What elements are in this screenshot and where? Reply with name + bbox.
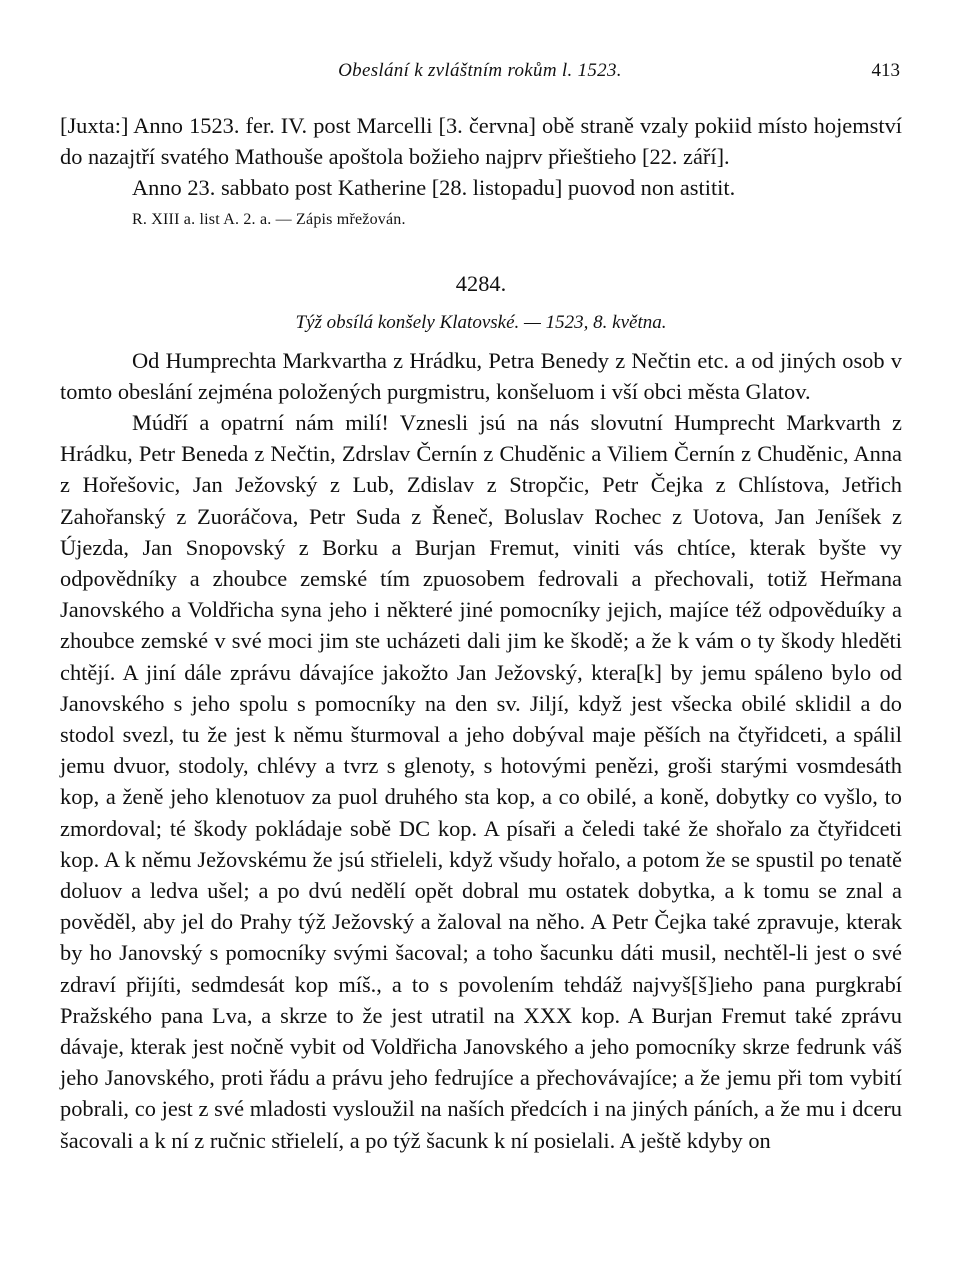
page-number: 413 [871,60,900,81]
running-title: Obeslání k zvláštním rokům l. 1523. [338,60,622,81]
document-title: Týž obsílá konšely Klatovské. — 1523, 8. května. [295,311,667,333]
document-number: 4284. [455,270,507,296]
previous-entry-note: Anno 23. sabbato post Katherine [28. listopadu] puovod non astitit. [132,175,736,201]
page-body [60,110,902,1156]
document-intro: Od Humprechta Markvartha z Hrádku, Petra Benedy z Nečtin etc. a od jiných osob v tomto obeslání zejména položených purgmistru, konšeluom i vší obci města Glatov. [60,347,902,404]
previous-entry-paragraph: [Juxta:] Anno 1523. fer. IV. post Marcelli [3. června] obě straně vzaly pokiid místo hojemství do nazajtří svatého Mathouše apoštola božieho najprv přieštieho [22. září]. [60,113,902,170]
document-body: Múdří a opatrní nám milí! Vznesli jsú na nás slovutní Humprecht Markvarth z Hrádku, Petr Beneda z Nečtin, Zdrslav Černín z Chuděnic a Viliem Černín z Chuděnic, Anna z Hořešovic, Jan Ježovský z Lub, Zdislav z Stropčic, Petr Čejka z Chlístova, Jetřich Zahořanský z Zuoráčova, Petr Suda z Řeneč, Boluslav Rochec z Uotova, Jan Jeníšek z Újezda, Jan Snopovský z Borku a Burjan Fremut, viniti vás chtíce, kterak byšte vy odpovědníky a zhoubce zemské tím zpuosobem fedrovali a přechovali, totiž Heřmana Janovského a Voldřicha syna jeho i některé jiné pomocníky jejich, majíce též odpověduíky a zhoubce zemské v své moci jim ste ucházeti dali jim ke škodě; a že k vám o ty škody hleděti chtějí. A jiní dále zprávu dávajíce jakožto Jan Ježovský, ktera[k] by jemu spáleno bylo od Janovského s jeho spolu s pomocníky na den sv. Jiljí, když jest všecka obilé sklidil a do stodol svezl, tu že jest k němu šturmoval a jeho dobýval maje pěších na čtyřidceti, a spálil jemu dvuor, stodoly, chlévy a tvrz s glenoty, s hotovými penězi, groši starými vosmdesáth kop, a ženě jeho klenotuov za puol druhého sta kop, a co obilé, a koně, dobytky co vyšlo, to zmordoval; té škody pokládaje sobě DC kop. A písaři a čeledi také že shořalo za čtyřidceti kop. A k němu Ježovskému že jsú střieleli, když všudy hořalo, a potom že se spustil po tenatě doluov a ledva ušel; a po dvú nedělí opět dobral mu ostatek dobytka, a k tomu se znal a pověděl, aby jel do Prahy týž Ježovský a žaloval na něho. A Petr Čejka také zpravuje, kterak by ho Janovský s pomocníky svými šacoval; a toho šacunku dáti musil, nechtěl-li jest o své zdraví přijíti, sedmdesát kop míš., a to s povolením tehdáž najvyš[š]ieho pana purgkrabí Pražského pana Lva, a skrze to že jest utratil na XXX kop. A Burjan Fremut také zprávu dávaje, kterak jest nočně vybit od Voldřicha Janovského a jeho pomocníky skrze fedrunk váš jeho Janovského, proti řádu a právu jeho fedrujíce a přechovávajíce; a že jemu při tom vybití pobrali, co jest z své mladosti vysloužil na naších předcích i na jiných páních, a že mu i dceru šacovali a k ní z ručnic střielelí, a po týž šacunk k ní posielali. A ještě kdyby on [60,410,902,1153]
archival-reference: R. XIII a. list A. 2. a. — Zápis mřežován. [132,210,406,228]
running-header [60,60,900,88]
